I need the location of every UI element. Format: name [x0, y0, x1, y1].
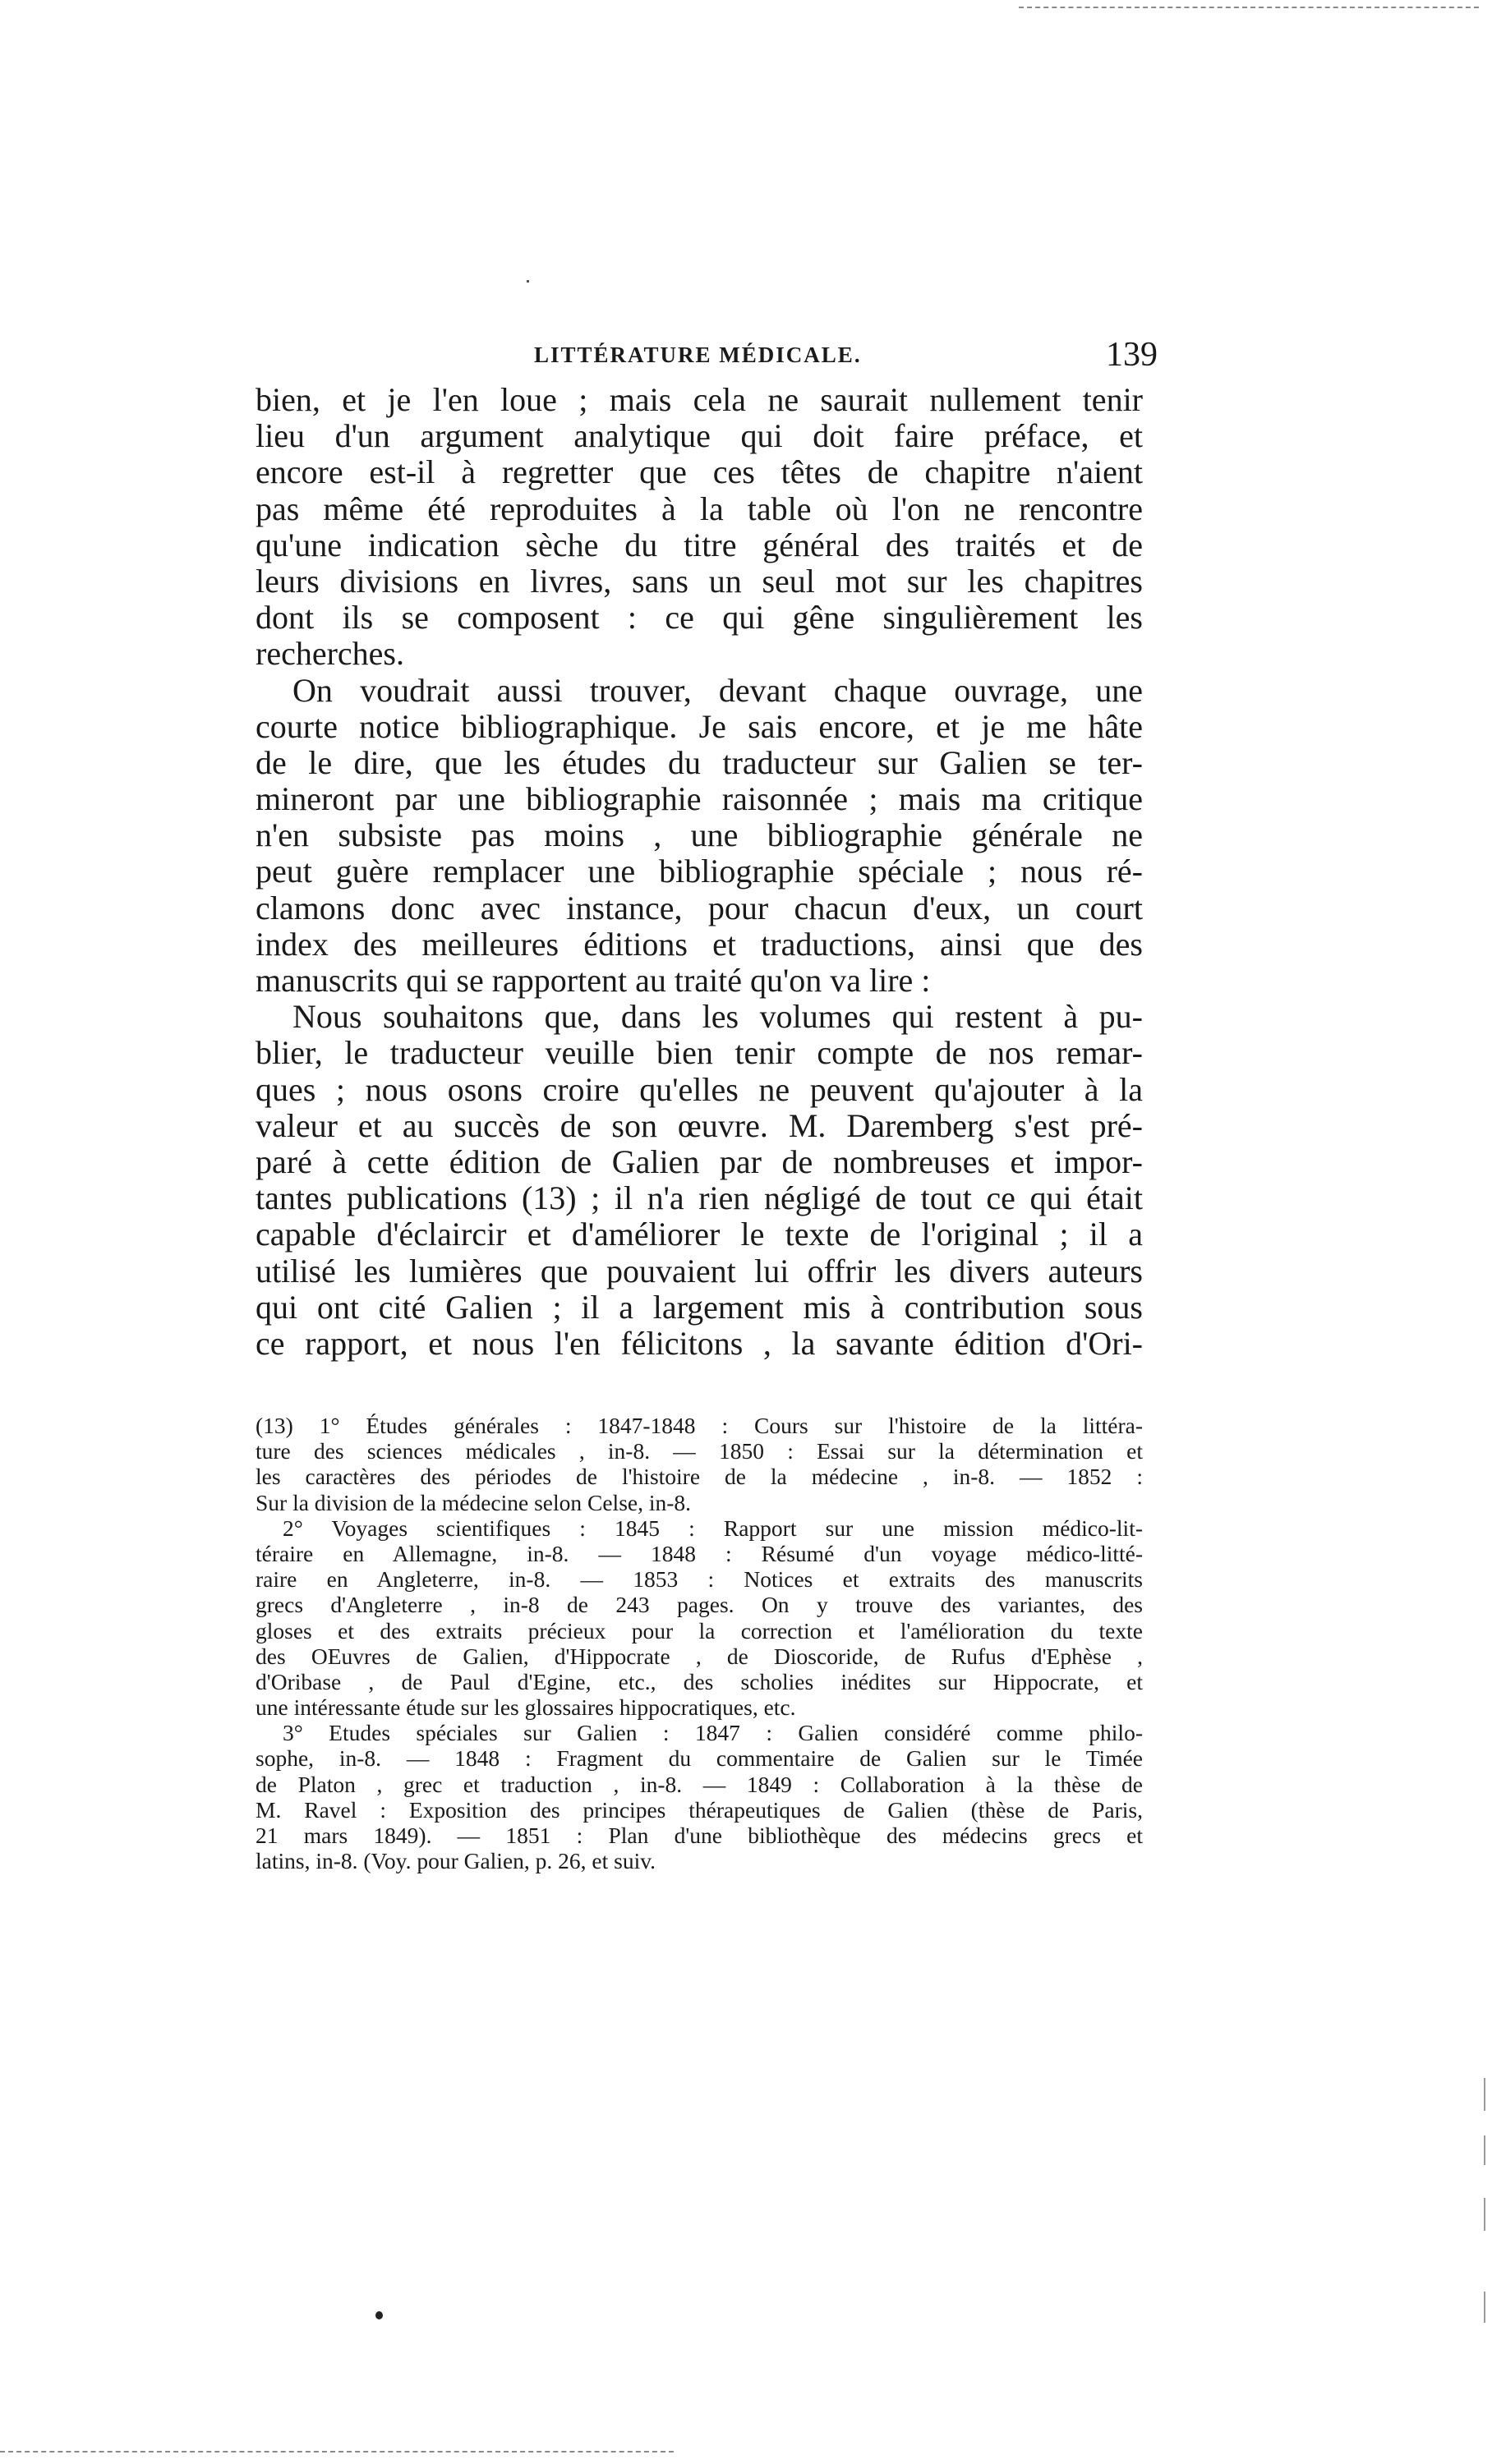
- body-line: peut guère remplacer une bibliographie spéciale ; nous ré-: [256, 853, 1143, 890]
- body-line: encore est-il à regretter que ces têtes de chapitre n'aient: [256, 453, 1143, 491]
- page-number: 139: [1106, 336, 1158, 374]
- running-title: LITTÉRATURE MÉDICALE.: [534, 342, 862, 367]
- body-line: index des meilleures éditions et traductions, ainsi que des: [256, 925, 1143, 963]
- scan-edge-right: [1484, 2135, 1485, 2165]
- body-line: dont ils se composent : ce qui gêne singulièrement les: [256, 599, 1143, 637]
- body-line: tantes publications (13) ; il n'a rien négligé de tout ce qui était: [256, 1179, 1143, 1217]
- body-line: valeur et au succès de son œuvre. M. Daremberg s'est pré-: [256, 1106, 1143, 1144]
- footnote-line: gloses et des extraits précieux pour la correction et l'amélioration du texte: [256, 1617, 1143, 1643]
- footnote-line: (13) 1° Études générales : 1847-1848 : Cours sur l'histoire de la littéra-: [256, 1413, 1143, 1438]
- ink-speck: [375, 2311, 383, 2319]
- footnote-line: d'Oribase , de Paul d'Egine, etc., des scholies inédites sur Hippocrate, et: [256, 1668, 1143, 1694]
- body-line: leurs divisions en livres, sans un seul mot sur les chapitres: [256, 562, 1143, 600]
- footnote-line: 3° Etudes spéciales sur Galien : 1847 : Galien considéré comme philo-: [283, 1720, 1143, 1746]
- body-line: de le dire, que les études du traducteur sur Galien se ter-: [256, 743, 1143, 781]
- footnote-line: M. Ravel : Exposition des principes thérapeutiques de Galien (thèse de Paris,: [256, 1796, 1143, 1823]
- footnote-line: une intéressante étude sur les glossaires hippocratiques, etc.: [256, 1694, 796, 1721]
- footnote-line: sophe, in-8. — 1848 : Fragment du commentaire de Galien sur le Timée: [256, 1745, 1143, 1772]
- body-line: n'en subsiste pas moins , une bibliographie générale ne: [256, 816, 1143, 854]
- body-line: ce rapport, et nous l'en félicitons , la savante édition d'Ori-: [256, 1324, 1143, 1362]
- body-line: On voudrait aussi trouver, devant chaque ouvrage, une: [292, 671, 1143, 709]
- scan-edge-right: [1484, 2198, 1485, 2231]
- body-line: qu'une indication sèche du titre général des traités et de: [256, 526, 1143, 563]
- scan-edge-top: [1019, 7, 1479, 8]
- body-line: clamons donc avec instance, pour chacun d'eux, un court: [256, 889, 1143, 926]
- ink-speck-small: [527, 280, 529, 283]
- footnote-line: des OEuvres de Galien, d'Hippocrate , de Dioscoride, de Rufus d'Ephèse ,: [256, 1643, 1143, 1669]
- body-line: paré à cette édition de Galien par de nombreuses et impor-: [256, 1142, 1143, 1180]
- body-line: lieu d'un argument analytique qui doit faire préface, et: [256, 417, 1143, 455]
- footnote-line: Sur la division de la médecine selon Celse, in-8.: [256, 1489, 692, 1515]
- footnote-line: les caractères des périodes de l'histoire de la médecine , in-8. — 1852 :: [256, 1464, 1143, 1490]
- body-line: capable d'éclaircir et d'améliorer le texte de l'original ; il a: [256, 1216, 1143, 1253]
- body-text: [256, 382, 1143, 1362]
- scan-edge-right: [1484, 2078, 1485, 2111]
- body-line: recherches.: [256, 635, 404, 673]
- footnote-line: raire en Angleterre, in-8. — 1853 : Notices et extraits des manuscrits: [256, 1566, 1143, 1593]
- scan-edge-bottom: [0, 2451, 674, 2453]
- body-line: utilisé les lumières que pouvaient lui offrir les divers auteurs: [256, 1252, 1143, 1289]
- body-line: qui ont cité Galien ; il a largement mis à contribution sous: [256, 1288, 1143, 1326]
- footnote-line: ture des sciences médicales , in-8. — 1850 : Essai sur la détermination et: [256, 1438, 1143, 1464]
- footnotes: [256, 1413, 1143, 1873]
- footnote-line: téraire en Allemagne, in-8. — 1848 : Résumé d'un voyage médico-litté-: [256, 1540, 1143, 1566]
- footnote-line: de Platon , grec et traduction , in-8. — 1849 : Collaboration à la thèse de: [256, 1771, 1143, 1797]
- body-line: ques ; nous osons croire qu'elles ne peuvent qu'ajouter à la: [256, 1070, 1143, 1108]
- body-line: manuscrits qui se rapportent au traité qu'on va lire :: [256, 962, 931, 999]
- footnote-line: latins, in-8. (Voy. pour Galien, p. 26, et suiv.: [256, 1848, 656, 1874]
- body-line: mineront par une bibliographie raisonnée ; mais ma critique: [256, 780, 1143, 818]
- footnote-line: grecs d'Angleterre , in-8 de 243 pages. On y trouve des variantes, des: [256, 1592, 1143, 1618]
- body-line: courte notice bibliographique. Je sais encore, et je me hâte: [256, 707, 1143, 745]
- footnote-line: 21 mars 1849). — 1851 : Plan d'une bibliothèque des médecins grecs et: [256, 1823, 1143, 1848]
- scan-edge-right: [1484, 2292, 1485, 2323]
- body-line: pas même été reproduites à la table où l'on ne rencontre: [256, 490, 1143, 527]
- body-line: bien, et je l'en loue ; mais cela ne saurait nullement tenir: [256, 381, 1143, 418]
- footnote-line: 2° Voyages scientifiques : 1845 : Rapport sur une mission médico-lit-: [283, 1515, 1143, 1541]
- body-line: blier, le traducteur veuille bien tenir compte de nos remar-: [256, 1034, 1143, 1072]
- body-line: Nous souhaitons que, dans les volumes qui restent à pu-: [292, 998, 1143, 1036]
